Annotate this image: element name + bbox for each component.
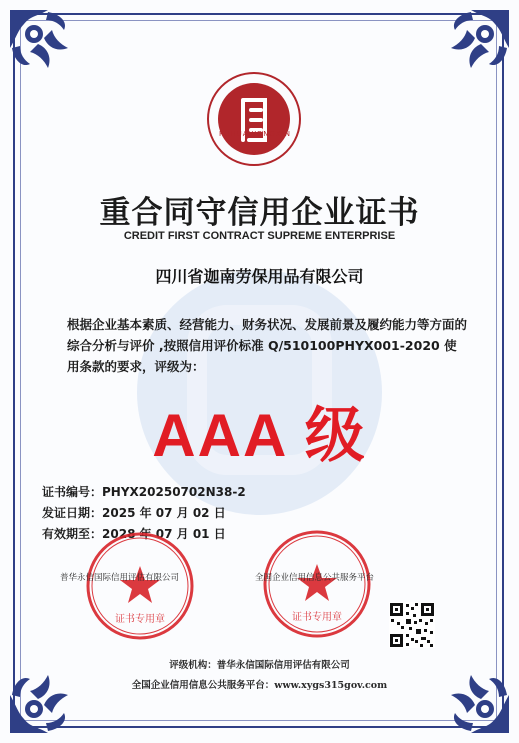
corner-ornament-icon (429, 8, 511, 90)
issue-date: 2025 年 07 月 02 日 (102, 506, 226, 520)
certificate-title: 重合同守信用企业证书 (99, 195, 420, 231)
valid-until-date: 2028 年 07 月 01 日 (102, 527, 226, 541)
footer-agency: 评级机构：普华永信国际信用评估有限公司 (169, 660, 350, 671)
certificate-subtitle: CREDIT FIRST CONTRACT SUPREME ENTERPRISE (123, 230, 396, 242)
agency-logo-icon (205, 70, 303, 168)
company-name: 四川省迦南劳保用品有限公司 (155, 267, 364, 286)
official-seal-icon (261, 528, 373, 640)
corner-ornament-icon (8, 8, 90, 90)
logo-subtext: PUHUA YONGXIN (219, 130, 291, 138)
valid-until-label: 有效期至： (42, 527, 103, 541)
certificate-number-row (42, 483, 246, 500)
platform-name: 全国企业信用信息公共服务平台 (255, 573, 375, 583)
qr-code-icon (389, 602, 435, 648)
left-seal-bottom-text: 证书专用章 (115, 614, 165, 625)
assessment-statement: 根据企业基本素质、经营能力、财务状况、发展前景及履约能力等方面的综合分析与评价 ,按照信用评价标准 Q/510100PHYX001-2020 使用条款的要求，评级为： (67, 317, 468, 374)
issue-date-row (42, 504, 226, 521)
certificate-number: PHYX20250702N38-2 (102, 485, 246, 499)
official-seal-icon (84, 530, 196, 642)
credit-grade: AAA 级 (152, 402, 367, 469)
issuer-name: 普华永信国际信用评估有限公司 (60, 573, 180, 583)
footer-platform: 全国企业信用信息公共服务平台：www.xygs315gov.com (131, 680, 388, 691)
certificate-number-label: 证书编号： (42, 485, 103, 499)
right-seal-bottom-text: 证书专用章 (292, 612, 342, 623)
issue-date-label: 发证日期： (42, 506, 103, 520)
